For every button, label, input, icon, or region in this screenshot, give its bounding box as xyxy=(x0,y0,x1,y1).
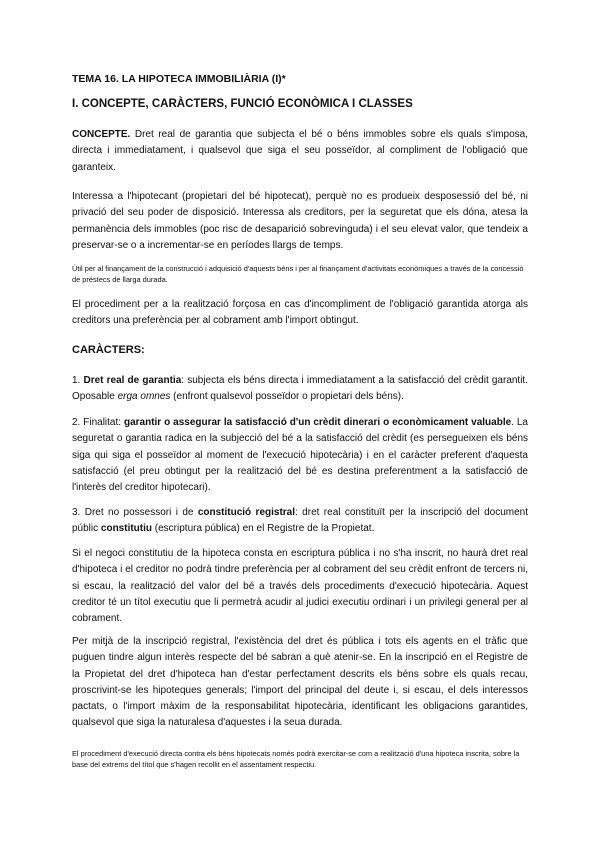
paragraph-procediment: El procediment per a la realització forçosa en cas d'incompliment de l'obligació garantida atorga als creditors una preferència per al cobrament amb l'import obtingut. xyxy=(72,299,528,327)
paragraph-interessa: Interessa a l'hipotecant (propietari del bé hipotecat), perquè no es produeix desposessió del bé, ni privació del seu poder de disposició. Interessa als creditors, per la seguretat que els dóna, atesa la permanència dels immobles (poc risc de desaparició sobrevinguda) i el seu elevat valor, que tendeix a preservar-se o a incrementar-se en períodes llargs de temps. xyxy=(72,191,528,251)
concepte-label: CONCEPTE. xyxy=(72,129,131,140)
c3-bold2: constitutiu xyxy=(100,523,153,535)
paragraph-inscripcio: Per mitjà de la inscripció registral, l'existència del dret és pública i tots els agents en el tràfic que puguen tindre algun interès respecte del bé sabran a què atenir-se. En la inscripció en el Registre de la Propietat del dret d'hipoteca han d'estar perfectament descrits els béns sobre els quals recau, proscrivint-se les hipoteques generals; l'import del principal del deute i, si escau, el dels interessos pactats, o l'import màxim de la responsabilitat hipotecària, identificant les obligacions garantides, qualsevol que siga la naturalesa d'aquestes i la seua durada. xyxy=(72,636,528,729)
c3-text1: 3. Dret no possessori i de xyxy=(72,507,198,518)
c1-text1: : subjecta els béns directa i immediatament a la satisfacció del crèdit garantit. Oposable xyxy=(72,375,528,403)
section-heading: I. CONCEPTE, CARÀCTERS, FUNCIÓ ECONÒMICA I CLASSES xyxy=(72,98,413,110)
document-title: TEMA 16. LA HIPOTECA IMMOBILIÀRIA (I)* xyxy=(72,73,286,85)
c1-italic: erga omnes xyxy=(117,391,171,403)
note-final: El procediment d'execució directa contra els béns hipotecats només podrà exercitar-se com a realització d'una hipoteca inscrita, sobre la base del extrems del títol que s'hagen recollit en el assentament respectiu. xyxy=(72,749,520,769)
c2-num: 2. Finalitat: xyxy=(72,417,124,428)
c1-text2: (enfront qualsevol posseïdor o propietari dels béns). xyxy=(170,391,404,403)
c1-bold: Dret real de garantia xyxy=(83,375,182,386)
c3-text2: : dret real constituït per la inscripció del document públic xyxy=(72,507,528,535)
c3-text3: (escriptura pública) en el Registre de la Propietat. xyxy=(152,523,375,535)
concepte-text: Dret real de garantia que subjecta el bé o béns immobles sobre els quals s'imposa, directa i immediatament, i qualsevol que siga el seu posseïdor, al compliment de l'obligació que garanteix. xyxy=(72,129,528,173)
paragraph-caracter-2 xyxy=(72,415,528,496)
paragraph-caracter-3 xyxy=(72,505,528,538)
c2-bold: garantir o assegurar la satisfacció d'un crèdit dinerari o econòmicament valuable xyxy=(123,417,512,428)
note-util: Útil per al finançament de la construcció i adquisició d'aquests béns i per al finançament d'activitats econòmiques a través de la concessió de préstecs de llarga durada. xyxy=(72,264,524,284)
c2-text: . La seguretat o garantia radica en la subjecció del bé a la satisfacció del crèdit (es persegueixen els béns siga qui siga el posseïdor al moment de l'execució hipotecària) i en el caràcter preferent d'aquesta satisfacció (el preu obtingut per la realització del bé es destina preferentment a la satisfacció de l'interès del creditor hipotecari). xyxy=(72,417,528,494)
caracters-heading: CARÀCTERS: xyxy=(72,344,145,356)
paragraph-concepte xyxy=(72,127,528,176)
paragraph-negoci: Si el negoci constitutiu de la hipoteca consta en escriptura pública i no s'ha inscrit, no haurà dret real d'hipoteca i el creditor no podrà tindre preferència per al cobrament del seu crèdit enfront de tercers ni, si escau, la realització del valor del bé a través dels procediments d'execució hipotecària. Aquest creditor té un títol executiu que li permetrà acudir al judici executiu ordinari i un privilegi general per al cobrament. xyxy=(72,548,528,625)
paragraph-caracter-1 xyxy=(72,373,528,406)
c3-bold1: constitució registral xyxy=(197,507,296,518)
c1-num: 1. xyxy=(72,375,84,386)
